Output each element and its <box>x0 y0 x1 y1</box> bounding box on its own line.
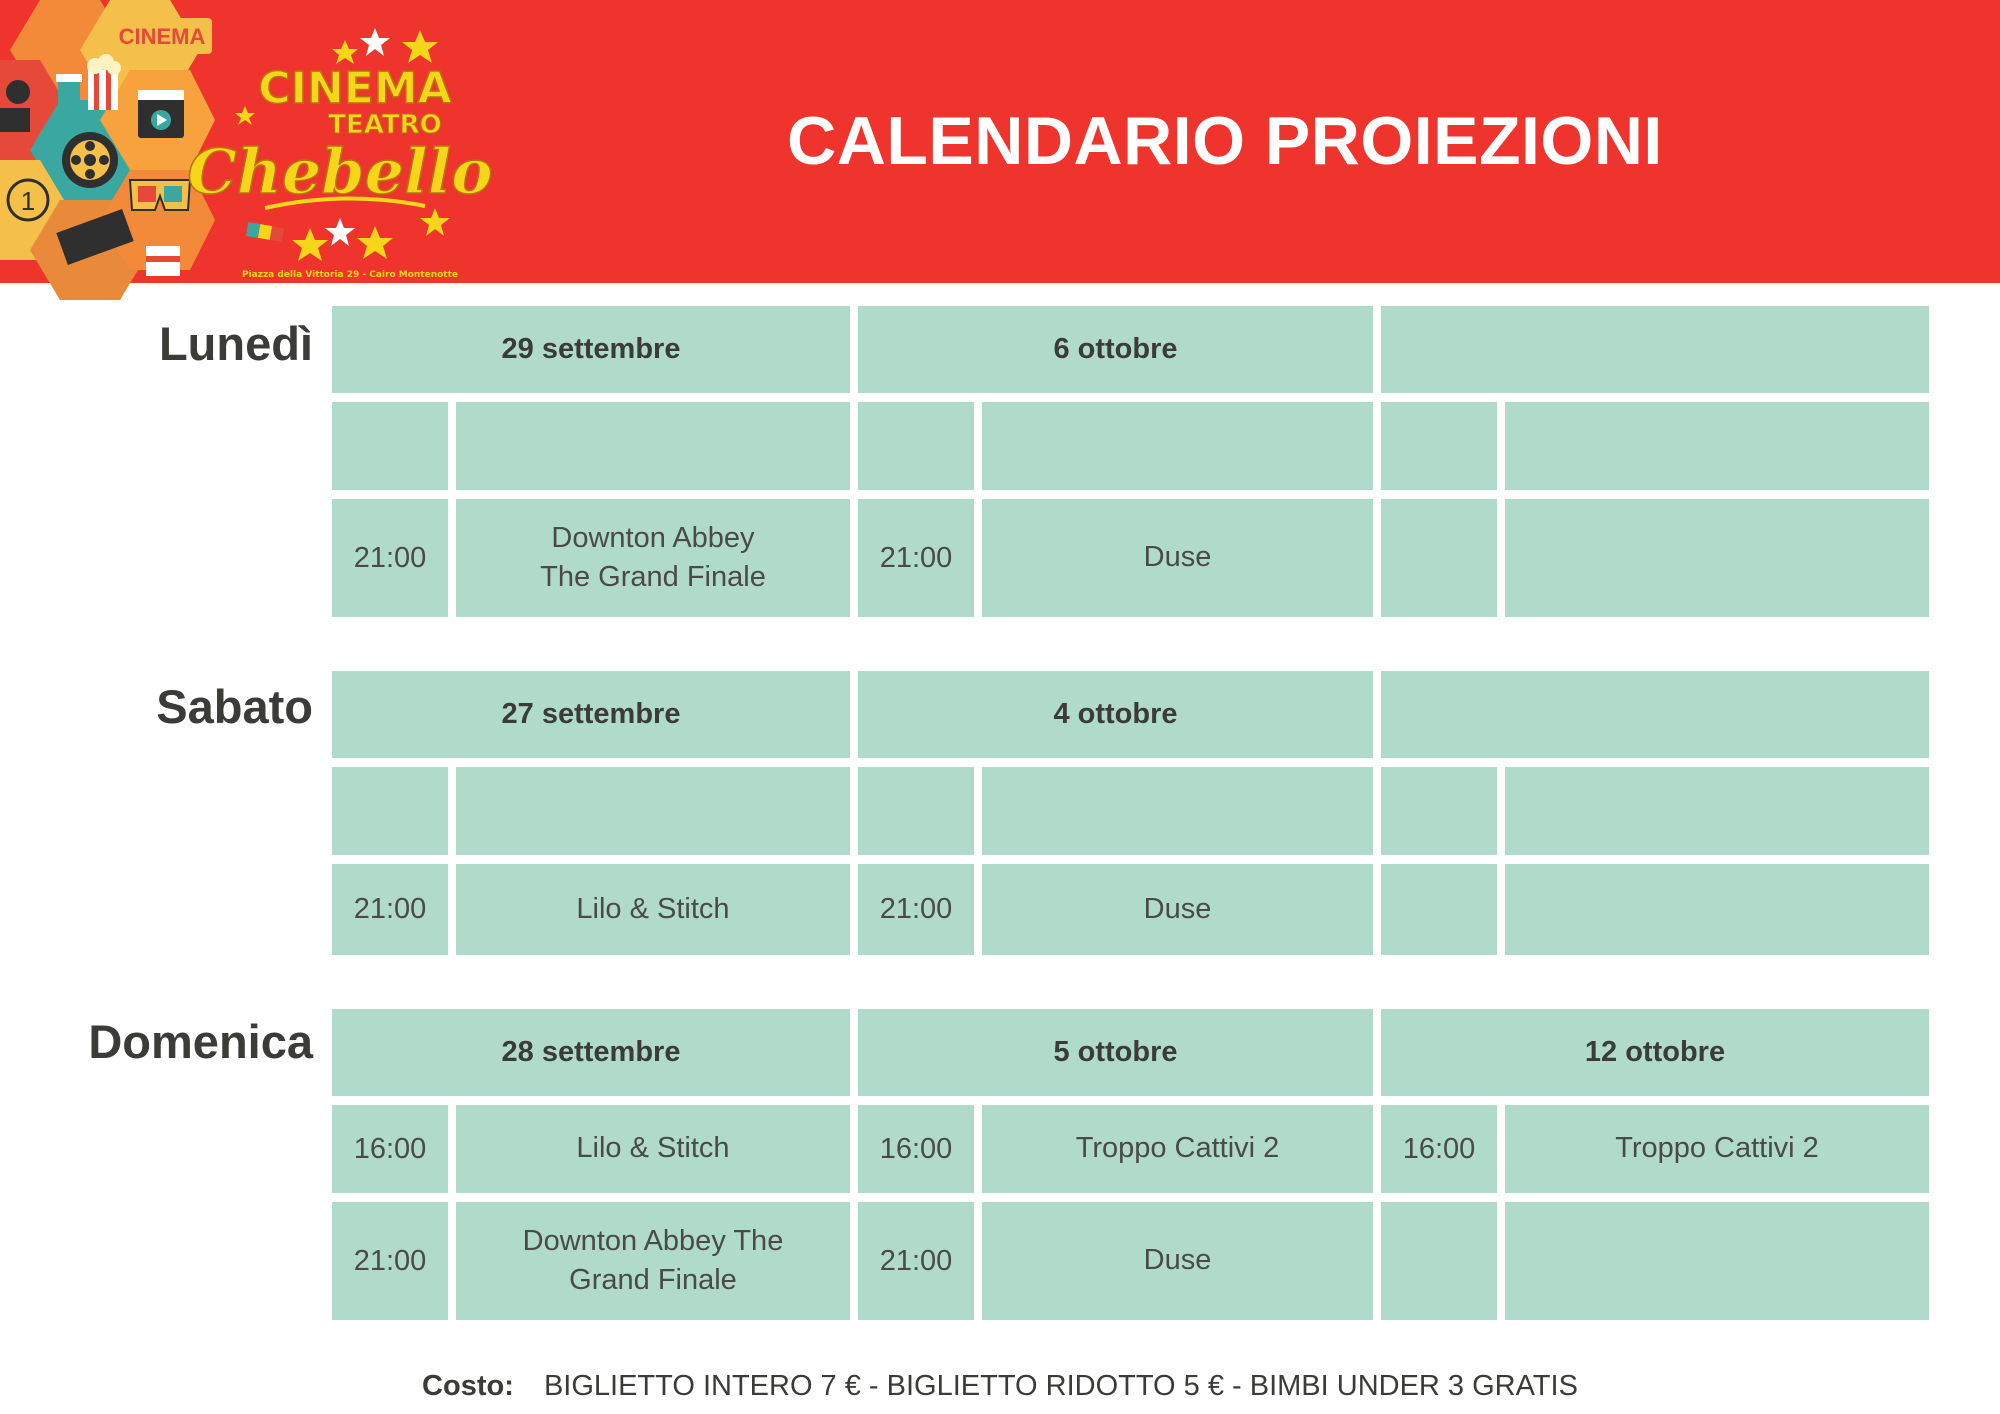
collage-illustration <box>0 0 215 283</box>
showtime-cell <box>1381 499 1497 617</box>
date-header: 5 ottobre <box>858 1009 1373 1096</box>
date-header: 6 ottobre <box>858 306 1373 393</box>
movie-title-cell <box>1505 1105 1929 1193</box>
date-header: 29 settembre <box>332 306 850 393</box>
movie-title-cell <box>1505 402 1929 490</box>
movie-title-cell <box>1505 1202 1929 1320</box>
showtime-cell: 16:00 <box>332 1105 448 1193</box>
movie-title-cell <box>456 1105 850 1193</box>
movie-title: Downton Abbey The Grand Finale <box>522 1224 784 1296</box>
showtime-cell <box>1381 1202 1497 1320</box>
movie-title: Lilo & Stitch <box>576 1132 730 1165</box>
movie-title-cell <box>1505 767 1929 855</box>
movie-title-cell <box>1505 499 1929 617</box>
showtime-cell: 21:00 <box>858 1202 974 1320</box>
day-label: Lunedì <box>158 317 313 370</box>
header-banner <box>0 0 2000 283</box>
showtime-cell: 21:00 <box>332 864 448 955</box>
showtime-cell <box>1381 864 1497 955</box>
movie-title: Troppo Cattivi 2 <box>1615 1132 1819 1165</box>
showtime-cell <box>1381 402 1497 490</box>
movie-title: Duse <box>1143 1244 1212 1277</box>
movie-title-cell <box>456 499 850 617</box>
svg-text:Piazza della Vittoria 29 - Cai: Piazza della Vittoria 29 - Cairo Montenotte <box>241 270 459 280</box>
movie-title: Troppo Cattivi 2 <box>1075 1132 1280 1165</box>
showtime-cell: 16:00 <box>858 1105 974 1193</box>
logo-graphic <box>187 18 493 283</box>
showtime-cell: 21:00 <box>858 499 974 617</box>
movie-title: Downton Abbey The Grand Finale <box>540 521 766 593</box>
day-label: Domenica <box>88 1015 313 1068</box>
movie-title-cell <box>456 402 850 490</box>
page-title: CALENDARIO PROIEZIONI <box>787 103 1663 179</box>
cost-label: Costo: <box>422 1370 514 1402</box>
movie-title-cell <box>982 1105 1373 1193</box>
svg-text:CINEMA: CINEMA <box>118 24 206 49</box>
price-text: BIGLIETTO INTERO 7 € - BIGLIETTO RIDOTTO 5 € - BIMBI UNDER 3 GRATIS <box>543 1370 1578 1402</box>
movie-title-cell <box>456 767 850 855</box>
movie-title-cell <box>982 499 1373 617</box>
date-header: 27 settembre <box>332 671 850 758</box>
svg-text:Chebello: Chebello <box>187 135 493 208</box>
movie-title-cell <box>982 767 1373 855</box>
movie-title: Lilo & Stitch <box>576 892 730 925</box>
date-header: 28 settembre <box>332 1009 850 1096</box>
showtime-cell: 21:00 <box>858 864 974 955</box>
movie-title: Duse <box>1143 892 1212 925</box>
showtime-cell <box>858 402 974 490</box>
movie-title-cell <box>456 864 850 955</box>
day-label: Sabato <box>156 680 313 733</box>
cinema-logo <box>187 18 493 283</box>
price-footer <box>0 1370 2000 1403</box>
movie-title-cell <box>982 1202 1373 1320</box>
date-header <box>1381 671 1929 758</box>
svg-text:TEATRO: TEATRO <box>328 110 442 140</box>
date-header: 12 ottobre <box>1381 1009 1929 1096</box>
movie-title-cell <box>456 1202 850 1320</box>
showtime-cell: 21:00 <box>332 1202 448 1320</box>
movie-title-cell <box>982 864 1373 955</box>
movie-title: Duse <box>1143 541 1212 574</box>
showtime-cell: 16:00 <box>1381 1105 1497 1193</box>
svg-text:CINEMA: CINEMA <box>258 63 452 114</box>
cinema-collage-image <box>0 0 215 283</box>
showtime-cell <box>858 767 974 855</box>
showtime-cell <box>332 767 448 855</box>
date-header: 4 ottobre <box>858 671 1373 758</box>
showtime-cell: 21:00 <box>332 499 448 617</box>
date-header <box>1381 306 1929 393</box>
movie-title-cell <box>982 402 1373 490</box>
svg-text:1: 1 <box>20 186 36 216</box>
showtime-cell <box>1381 767 1497 855</box>
movie-title-cell <box>1505 864 1929 955</box>
showtime-cell <box>332 402 448 490</box>
